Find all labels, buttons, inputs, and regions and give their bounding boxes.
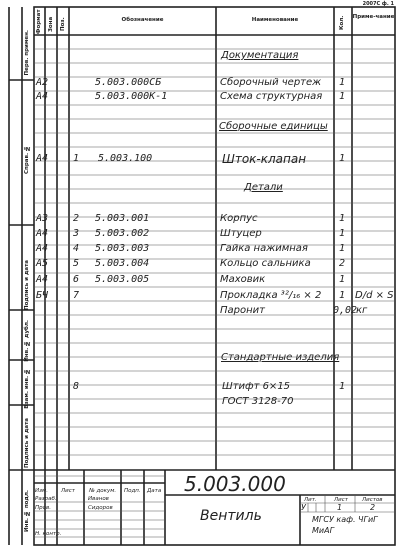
row7-name: Кольцо сальника <box>220 258 311 269</box>
tb-doc-no: № докум. <box>89 488 117 494</box>
col-format-header: Формат <box>36 9 42 34</box>
tb-lit: Лит. <box>304 497 317 503</box>
form-code: 2007C ф. 1 <box>362 1 394 7</box>
row5-qty: 1 <box>339 228 346 239</box>
side-inv-dubl: Инв. № дубл. <box>24 320 30 362</box>
section-assemblies: Сборочные единицы <box>219 121 328 132</box>
row9-pos: 7 <box>73 290 80 301</box>
row7-format: А5 <box>36 258 49 269</box>
row4-pos: 2 <box>73 213 80 224</box>
side-ref-no: Справ. № <box>24 145 30 174</box>
tb-prov-name: Сидоров <box>88 505 113 511</box>
row8-designation: 5.003.005 <box>95 274 150 285</box>
section-documentation: Документация <box>221 50 299 61</box>
row3-format: А4 <box>36 153 49 164</box>
tb-razrab: Разраб. <box>35 496 57 502</box>
row1-qty: 1 <box>339 77 346 88</box>
col-qty-header: Кол. <box>339 15 345 30</box>
col-name-header: Наименование <box>251 17 299 23</box>
row5-name: Штуцер <box>220 228 262 239</box>
row3-name: Шток-клапан <box>222 152 307 166</box>
side-sign-date-1: Подпись и дата <box>24 260 30 310</box>
row4-designation: 5.003.001 <box>95 213 150 224</box>
tb-org: МГСУ каф. ЧГиГ <box>312 515 378 524</box>
tb-prov: Пров. <box>35 505 51 511</box>
tb-sheet-val: 1 <box>337 503 343 512</box>
row3-qty: 1 <box>339 153 346 164</box>
row9-note: D/d × S <box>355 290 394 301</box>
row6-name: Гайка нажимная <box>220 243 308 254</box>
tb-sheets-val: 2 <box>370 503 376 512</box>
tb-sheets: Листов <box>362 497 383 503</box>
row6-designation: 5.003.003 <box>95 243 150 254</box>
tb-razrab-name: Иванов <box>88 496 109 502</box>
row6-qty: 1 <box>339 243 346 254</box>
tb-lit-val: У <box>301 503 306 512</box>
tb-list: Лист <box>61 488 75 494</box>
side-sign-date-2: Подпись и дата <box>24 418 30 468</box>
row12-name: ГОСТ 3128-70 <box>222 396 294 407</box>
row7-designation: 5.003.004 <box>95 258 150 269</box>
row6-format: А4 <box>36 243 49 254</box>
row1-format: А2 <box>36 77 49 88</box>
col-zone-header: Зона <box>48 16 54 32</box>
row7-pos: 5 <box>73 258 80 269</box>
row3-designation: 5.003.100 <box>98 153 153 164</box>
tb-designation: 5.003.000 <box>184 472 286 496</box>
row5-designation: 5.003.002 <box>95 228 150 239</box>
col-pos-header: Поз. <box>60 17 66 31</box>
side-inv-podl: Инв. № подл. <box>24 490 30 532</box>
row8-format: А4 <box>36 274 49 285</box>
row1-designation: 5.003.000СБ <box>95 77 162 88</box>
row7-qty: 2 <box>339 258 346 269</box>
row2-designation: 5.003.000К-1 <box>95 91 168 102</box>
row5-format: А4 <box>36 228 49 239</box>
tb-sheet: Лист <box>334 497 348 503</box>
row4-name: Корпус <box>220 213 258 224</box>
side-vzam-inv: Взам. инв. № <box>24 368 30 409</box>
tb-izm: Изм. <box>35 488 48 494</box>
row6-pos: 4 <box>73 243 80 254</box>
row9-name: Прокладка ³²/₁₆ × 2 <box>220 290 322 301</box>
row9-qty: 1 <box>339 290 346 301</box>
section-standard: Стандартные изделия <box>221 352 340 363</box>
row8-pos: 6 <box>73 274 80 285</box>
side-first-use: Перв. примен. <box>24 30 30 76</box>
col-designation-header: Обозначение <box>121 17 164 23</box>
col-note-header: Приме-чание <box>352 14 395 20</box>
row2-name: Схема структурная <box>220 91 323 102</box>
row3-pos: 1 <box>73 153 80 164</box>
row4-qty: 1 <box>339 213 346 224</box>
tb-podp: Подп. <box>124 488 141 494</box>
row11-qty: 1 <box>339 381 346 392</box>
row8-qty: 1 <box>339 274 346 285</box>
row11-name: Штифт 6×15 <box>222 381 291 392</box>
row2-qty: 1 <box>339 91 346 102</box>
row5-pos: 3 <box>73 228 80 239</box>
row1-name: Сборочный чертеж <box>220 77 322 88</box>
row10-note: кг <box>356 305 368 316</box>
tb-data: Дата <box>147 488 162 494</box>
row11-pos: 8 <box>73 381 80 392</box>
section-parts: Детали <box>244 182 283 193</box>
row4-format: А3 <box>36 213 49 224</box>
row8-name: Маховик <box>220 274 266 285</box>
row9-format: БЧ <box>36 290 49 301</box>
row10-qty: 0,02 <box>333 305 358 316</box>
tb-n-kontr: Н. контр. <box>35 531 62 537</box>
tb-org2: МиАГ <box>312 526 335 535</box>
tb-title: Вентиль <box>200 508 262 524</box>
row10-name: Паронит <box>220 305 265 316</box>
row2-format: А4 <box>36 91 49 102</box>
